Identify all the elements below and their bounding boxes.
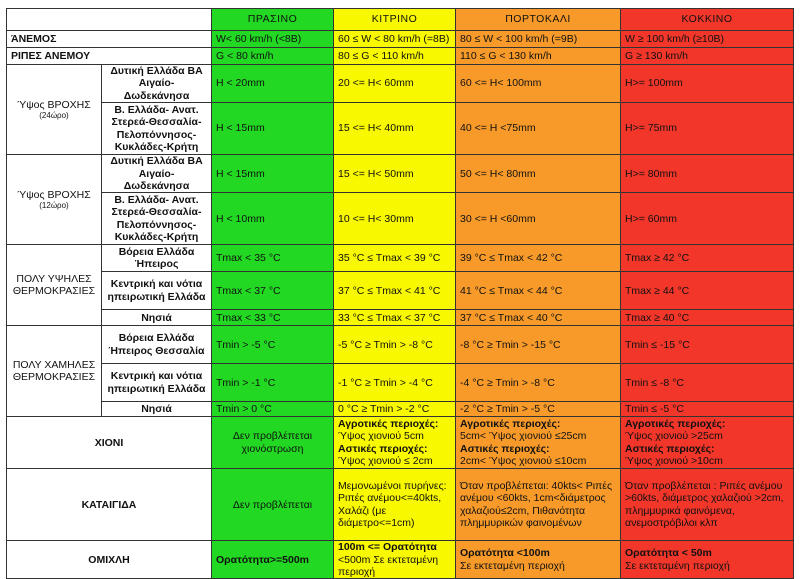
rain24-green-1: H < 20mm (212, 65, 334, 103)
hightemp-yellow-2: 37 °C ≤ Tmax < 41 °C (334, 272, 456, 310)
lowtemp-red-1: Tmin ≤ -15 °C (621, 326, 794, 364)
snow-yellow-line-1: Αγροτικές περιοχές: (338, 418, 439, 430)
wind-label: ΆΝΕΜΟΣ (7, 31, 212, 48)
wind-row (7, 31, 794, 48)
rain12-region-1: Δυτική Ελλάδα ΒΑ Αιγαίο- Δωδεκάνησα (102, 155, 212, 193)
rain12-label-main: Ύψος ΒΡΟΧΗΣ (17, 188, 91, 201)
lowtemp-region-1: Βόρεια Ελλάδα Ήπειρος Θεσσαλία (102, 326, 212, 364)
storm-red: Όταν προβλέπεται : Ριπές ανέμου >60kts, διάμετρος χαλαζιού >2cm, πλημμυρικά φαινόμενα, ανεμοστρόβιλοι κλπ (621, 469, 794, 541)
rain12-green-2: H < 10mm (212, 193, 334, 245)
hightemp-region-2: Κεντρική και νότια ηπειρωτική Ελλάδα (102, 272, 212, 310)
fog-yellow-line-2: <500m Σε εκτεταμένη περιοχή (338, 553, 439, 578)
lowtemp-orange-2: -4 °C ≥ Tmin > -8 °C (456, 364, 621, 402)
lowtemp-yellow-2: -1 °C ≥ Tmin > -4 °C (334, 364, 456, 402)
hightemp-green-2: Tmax < 37 °C (212, 272, 334, 310)
rain24-orange-2: 40 <= H <75mm (456, 103, 621, 155)
fog-orange-line-1: Ορατότητα <100m (460, 547, 550, 560)
rain12-label-sub: (12ώρο) (39, 201, 69, 211)
header-red: ΚΟΚΚΙΝΟ (621, 9, 794, 31)
storm-label: ΚΑΤΑΙΓΙΔΑ (7, 469, 212, 541)
snow-red-line-4: Ύψος χιονιού >10cm (625, 455, 723, 468)
rain12-region-2: Β. Ελλάδα- Ανατ. Στερεά-Θεσσαλία-Πελοπόννησος-Κυκλάδες-Κρήτη (102, 193, 212, 245)
rain24-label (7, 65, 102, 155)
hightemp-region-3: Νησιά (102, 310, 212, 326)
header-green: ΠΡΑΣΙΝΟ (212, 9, 334, 31)
lowtemp-red-3: Tmin ≤ -5 °C (621, 402, 794, 417)
snow-yellow-line-4: Ύψος χιονιού ≤ 2cm (338, 455, 433, 468)
snow-yellow-line-2: Ύψος χιονιού 5cm (338, 430, 424, 443)
fog-yellow (334, 541, 456, 579)
snow-label: ΧΙΟΝΙ (7, 417, 212, 469)
lowtemp-orange-1: -8 °C ≥ Tmin > -15 °C (456, 326, 621, 364)
rain24-label-sub: (24ώρο) (39, 111, 69, 121)
lowtemp-region-2: Κεντρική και νότια ηπειρωτική Ελλάδα (102, 364, 212, 402)
wind-red: W ≥ 100 km/h (≥10B) (621, 31, 794, 48)
hightemp-red-3: Tmax ≥ 40 °C (621, 310, 794, 326)
rain12-row-2 (7, 193, 794, 245)
rain24-green-2: H < 15mm (212, 103, 334, 155)
fog-green: Ορατότητα>=500m (212, 541, 334, 579)
hightemp-row-2 (7, 272, 794, 310)
snow-red-line-2: Ύψος χιονιού >25cm (625, 430, 723, 443)
gusts-green: G < 80 km/h (212, 48, 334, 65)
snow-red-line-1: Αγροτικές περιοχές: (625, 418, 726, 430)
header-blank (7, 9, 212, 31)
hightemp-row-1 (7, 245, 794, 272)
snow-red (621, 417, 794, 469)
fog-red (621, 541, 794, 579)
rain24-row-1 (7, 65, 794, 103)
snow-orange-line-3: Αστικές περιοχές: (460, 442, 550, 455)
storm-orange: Όταν προβλέπεται: 40kts< Ριπές ανέμου <60kts, 1cm<διάμετρος χαλαζιού≤2cm, Πιθανότητα πλημμυρικών φαινομένων (456, 469, 621, 541)
rain12-orange-2: 30 <= H <60mm (456, 193, 621, 245)
lowtemp-red-2: Tmin ≤ -8 °C (621, 364, 794, 402)
fog-orange-line-2: Σε εκτεταμένη περιοχή (460, 559, 565, 572)
snow-yellow-line-3: Αστικές περιοχές: (338, 442, 428, 455)
rain24-yellow-2: 15 <= H< 40mm (334, 103, 456, 155)
rain12-red-1: H>= 80mm (621, 155, 794, 193)
fog-orange (456, 541, 621, 579)
rain24-yellow-1: 20 <= H< 60mm (334, 65, 456, 103)
lowtemp-green-1: Tmin > -5 °C (212, 326, 334, 364)
rain24-red-2: H>= 75mm (621, 103, 794, 155)
hightemp-yellow-3: 33 °C ≤ Tmax < 37 °C (334, 310, 456, 326)
fog-label: ΟΜΙΧΛΗ (7, 541, 212, 579)
lowtemp-label: ΠΟΛΥ ΧΑΜΗΛΕΣ ΘΕΡΜΟΚΡΑΣΙΕΣ (7, 326, 102, 417)
lowtemp-green-3: Tmin > 0 °C (212, 402, 334, 417)
storm-row (7, 469, 794, 541)
lowtemp-row-3 (7, 402, 794, 417)
rain24-row-2 (7, 103, 794, 155)
fog-red-line-1: Ορατότητα < 50m (625, 547, 712, 560)
hightemp-red-2: Tmax ≥ 44 °C (621, 272, 794, 310)
lowtemp-green-2: Tmin > -1 °C (212, 364, 334, 402)
fog-row (7, 541, 794, 579)
lowtemp-yellow-3: 0 °C ≥ Tmin > -2 °C (334, 402, 456, 417)
rain12-orange-1: 50 <= H< 80mm (456, 155, 621, 193)
rain24-orange-1: 60 <= H< 100mm (456, 65, 621, 103)
snow-yellow (334, 417, 456, 469)
storm-green: Δεν προβλέπεται (212, 469, 334, 541)
rain12-row-1 (7, 155, 794, 193)
weather-warning-table (6, 8, 794, 579)
rain12-label (7, 155, 102, 245)
header-row (7, 9, 794, 31)
hightemp-yellow-1: 35 °C ≤ Tmax < 39 °C (334, 245, 456, 272)
fog-yellow-line-1: 100m <= Ορατότητα (338, 541, 437, 554)
rain12-green-1: H < 15mm (212, 155, 334, 193)
hightemp-row-3 (7, 310, 794, 326)
rain24-label-main: Ύψος ΒΡΟΧΗΣ (17, 98, 91, 111)
hightemp-red-1: Tmax ≥ 42 °C (621, 245, 794, 272)
snow-green: Δεν προβλέπεται χιονόστρωση (212, 417, 334, 469)
gusts-row (7, 48, 794, 65)
hightemp-orange-3: 37 °C ≤ Tmax < 40 °C (456, 310, 621, 326)
hightemp-orange-1: 39 °C ≤ Tmax < 42 °C (456, 245, 621, 272)
rain12-yellow-2: 10 <= H< 30mm (334, 193, 456, 245)
lowtemp-orange-3: -2 °C ≥ Tmin > -5 °C (456, 402, 621, 417)
snow-row (7, 417, 794, 469)
hightemp-orange-2: 41 °C ≤ Tmax < 44 °C (456, 272, 621, 310)
hightemp-green-1: Tmax < 35 °C (212, 245, 334, 272)
header-orange: ΠΟΡΤΟΚΑΛΙ (456, 9, 621, 31)
snow-orange-line-2: 5cm< Ύψος χιονιού ≤25cm (460, 430, 587, 443)
rain24-region-2: Β. Ελλάδα- Ανατ. Στερεά-Θεσσαλία-Πελοπόννησος-Κυκλάδες-Κρήτη (102, 103, 212, 155)
snow-red-line-3: Αστικές περιοχές: (625, 442, 715, 455)
gusts-yellow: 80 ≤ G < 110 km/h (334, 48, 456, 65)
rain12-red-2: H>= 60mm (621, 193, 794, 245)
lowtemp-region-3: Νησιά (102, 402, 212, 417)
hightemp-region-1: Βόρεια Ελλάδα Ήπειρος (102, 245, 212, 272)
wind-green: W< 60 km/h (<8B) (212, 31, 334, 48)
gusts-orange: 110 ≤ G < 130 km/h (456, 48, 621, 65)
lowtemp-yellow-1: -5 °C ≥ Tmin > -8 °C (334, 326, 456, 364)
hightemp-green-3: Tmax < 33 °C (212, 310, 334, 326)
hightemp-label: ΠΟΛΥ ΥΨΗΛΕΣ ΘΕΡΜΟΚΡΑΣΙΕΣ (7, 245, 102, 326)
storm-yellow: Μεμονωμένοι πυρήνες: Ριπές ανέμου<=40kts, Χαλάζι (με διάμετρο<=1cm) (334, 469, 456, 541)
gusts-label: ΡΙΠΕΣ ΑΝΕΜΟΥ (7, 48, 212, 65)
rain12-yellow-1: 15 <= H< 50mm (334, 155, 456, 193)
snow-orange (456, 417, 621, 469)
snow-orange-line-4: 2cm< Ύψος χιονιού ≤10cm (460, 455, 587, 468)
gusts-red: G ≥ 130 km/h (621, 48, 794, 65)
lowtemp-row-2 (7, 364, 794, 402)
wind-yellow: 60 ≤ W < 80 km/h (=8B) (334, 31, 456, 48)
wind-orange: 80 ≤ W < 100 km/h (=9B) (456, 31, 621, 48)
snow-orange-line-1: Αγροτικές περιοχές: (460, 418, 561, 430)
fog-red-line-2: Σε εκτεταμένη περιοχή (625, 559, 730, 572)
rain24-region-1: Δυτική Ελλάδα ΒΑ Αιγαίο-Δωδεκάνησα (102, 65, 212, 103)
rain24-red-1: H>= 100mm (621, 65, 794, 103)
header-yellow: ΚΙΤΡΙΝΟ (334, 9, 456, 31)
lowtemp-row-1 (7, 326, 794, 364)
